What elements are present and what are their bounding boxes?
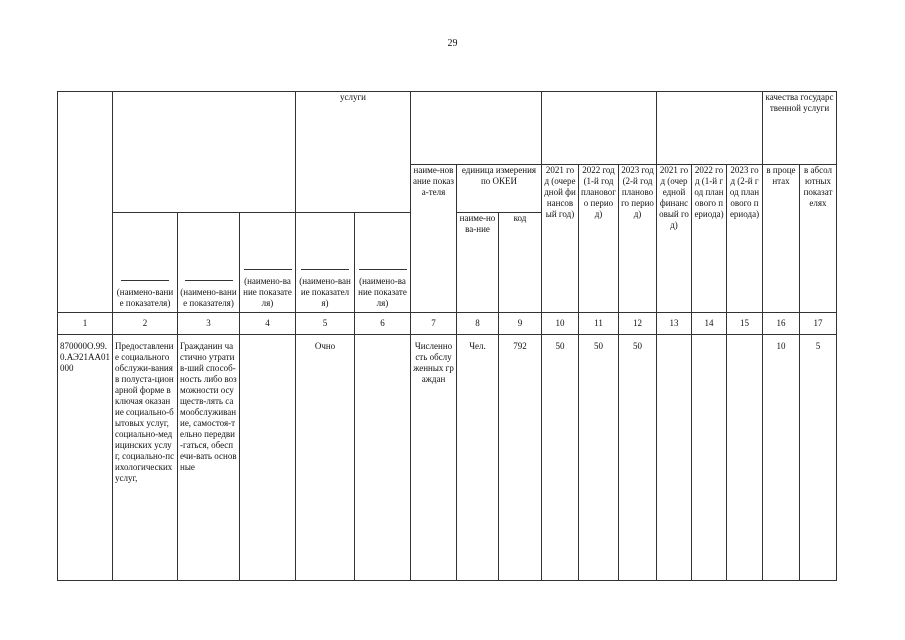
value-2021: 50 <box>542 335 579 581</box>
col-number: 17 <box>800 313 837 335</box>
okei-name-header: наиме-нова-ние <box>457 213 499 313</box>
okei-unit-header: единица измерения по ОКЕИ <box>457 165 542 213</box>
col-number: 14 <box>692 313 727 335</box>
unit-name: Чел. <box>457 335 499 581</box>
header-quality-deviation <box>763 92 837 165</box>
column-number-row <box>58 313 837 335</box>
col-number: 4 <box>240 313 296 335</box>
okei-code-header: код <box>499 213 542 313</box>
col-number: 13 <box>657 313 692 335</box>
value-2023-header: 2023 год (2-й год планового период) <box>619 165 657 313</box>
service-label: услуги <box>340 92 366 102</box>
indicator-name-header: наиме-нование показа-теля <box>411 165 457 313</box>
placeholder-col-3: (наимено-вание показателя) <box>178 213 240 313</box>
registry-code: 870000О.99.0.АЭ21АА01000 <box>58 335 113 581</box>
okei-code: 792 <box>499 335 542 581</box>
service-form: Очно <box>296 335 355 581</box>
header-content <box>113 92 296 213</box>
col-number: 12 <box>619 313 657 335</box>
col-number: 10 <box>542 313 579 335</box>
col-number: 5 <box>296 313 355 335</box>
header-blank-1 <box>58 92 113 313</box>
quality-label: качества государственной услуги <box>765 92 834 113</box>
table-row <box>58 335 837 581</box>
placeholder-col-6: (наимено-вание показателя) <box>355 213 411 313</box>
percent-header: в процентах <box>763 165 800 313</box>
fee-2023-header: 2023 год (2-й год планового периода) <box>727 165 763 313</box>
service-description: Предоставление социального обслужи-вания в полуста-ционарной форме включая оказание социально-бытовых услуг, социально-медицинских услуг, социально-психологических услуг, <box>113 335 178 581</box>
col-number: 9 <box>499 313 542 335</box>
indicator-name: Численность обслуженных граждан <box>411 335 457 581</box>
deviation-absolute: 5 <box>800 335 837 581</box>
empty-cell <box>727 335 763 581</box>
col-number: 6 <box>355 313 411 335</box>
recipient-category: Гражданин частично утратив-ший способ-ность либо возможности осуществ-лять самообслуживание, самостоя-тельно передви-гаться, обеспечи-вать основные <box>178 335 240 581</box>
empty-cell <box>657 335 692 581</box>
fee-2021-header: 2021 год (очередной финансовый год) <box>657 165 692 313</box>
col-number: 2 <box>113 313 178 335</box>
placeholder-col-2: (наимено-вание показателя) <box>113 213 178 313</box>
value-2023: 50 <box>619 335 657 581</box>
empty-cell <box>692 335 727 581</box>
placeholder-col-4: (наимено-вание показателя) <box>240 213 296 313</box>
value-2021-header: 2021 год (очередной финансовый год) <box>542 165 579 313</box>
value-2022: 50 <box>579 335 619 581</box>
col-number: 15 <box>727 313 763 335</box>
empty-cell <box>240 335 296 581</box>
fee-2022-header: 2022 год (1-й год планового периода) <box>692 165 727 313</box>
col-number: 3 <box>178 313 240 335</box>
page-number: 29 <box>447 38 458 49</box>
service-table <box>57 91 837 581</box>
col-number: 11 <box>579 313 619 335</box>
header-fee-group <box>657 92 763 165</box>
empty-cell <box>355 335 411 581</box>
col-number: 16 <box>763 313 800 335</box>
header-indicator-group <box>411 92 542 165</box>
header-values-group <box>542 92 657 165</box>
value-2022-header: 2022 год (1-й год планового период) <box>579 165 619 313</box>
placeholder-col-5: (наимено-вание показателя) <box>296 213 355 313</box>
header-service-conditions <box>296 92 411 213</box>
absolute-header: в абсолютных показателях <box>800 165 837 313</box>
col-number: 1 <box>58 313 113 335</box>
col-number: 8 <box>457 313 499 335</box>
deviation-percent: 10 <box>763 335 800 581</box>
col-number: 7 <box>411 313 457 335</box>
